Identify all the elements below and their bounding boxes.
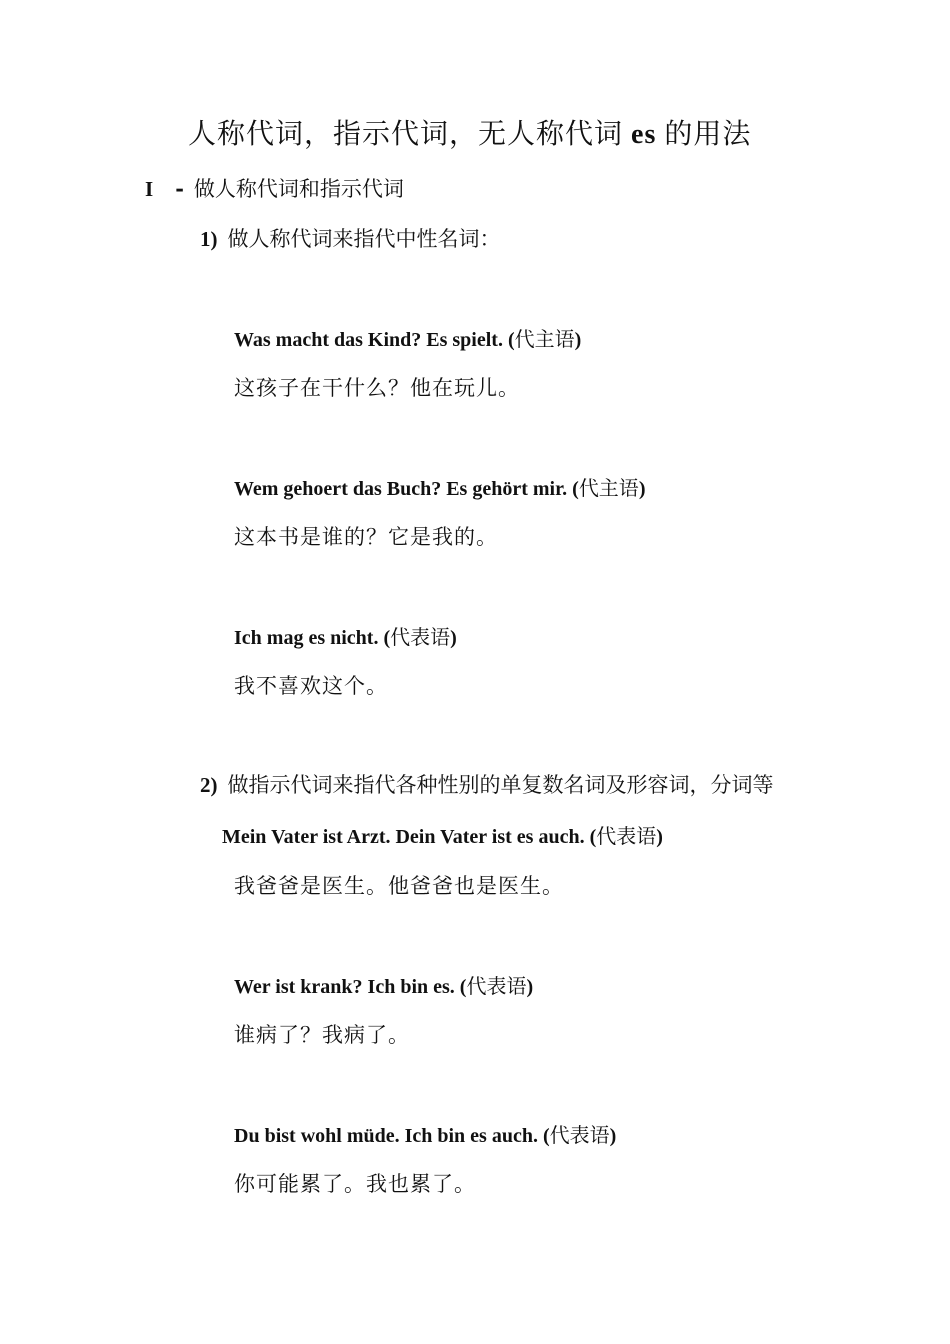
subsection-2-heading — [200, 769, 774, 799]
example-german-text: Du bist wohl müde. Ich bin es auch. — [234, 1125, 538, 1147]
subsection-1-number: 1) — [200, 227, 218, 251]
example-note: 代表语 — [390, 625, 451, 649]
example-note: 代主语 — [514, 327, 575, 351]
example-4-chinese: 我爸爸是医生。他爸爸也是医生。 — [234, 874, 564, 898]
example-german-text: Wer ist krank? Ich bin es. — [234, 976, 455, 998]
example-4-german: Mein Vater ist Arzt. Dein Vater ist es auch. (代表语) — [222, 824, 663, 848]
subsection-1-heading — [200, 223, 501, 253]
example-german-text: Mein Vater ist Arzt. Dein Vater ist es auch. — [222, 826, 585, 848]
title-before: 人称代词，指示代词，无人称代词 — [188, 117, 624, 150]
example-2-german: Wem gehoert das Buch? Es gehört mir. (代主语) — [234, 476, 646, 500]
subsection-2-text: 做指示代词来指代各种性别的单复数名词及形容词，分词等 — [227, 773, 774, 797]
example-5-german: Wer ist krank? Ich bin es. (代表语) — [234, 974, 534, 998]
example-5-chinese: 谁病了？我病了。 — [234, 1023, 410, 1047]
example-2-chinese: 这本书是谁的？它是我的。 — [234, 525, 498, 549]
section-1-text: 做人称代词和指示代词 — [193, 177, 404, 201]
example-note: 代表语 — [596, 824, 657, 848]
example-1-chinese: 这孩子在干什么？他在玩儿。 — [234, 376, 520, 400]
example-6-chinese: 你可能累了。我也累了。 — [234, 1172, 476, 1196]
example-german-text: Ich mag es nicht. — [234, 627, 379, 649]
example-note: 代主语 — [578, 476, 639, 500]
subsection-2-number: 2) — [200, 773, 218, 797]
example-german-text: Was macht das Kind? Es spielt. — [234, 329, 503, 351]
page-title — [188, 112, 751, 152]
example-3-german: Ich mag es nicht. (代表语) — [234, 625, 457, 649]
example-1-german: Was macht das Kind? Es spielt. (代主语) — [234, 327, 582, 351]
title-latin: es — [631, 119, 657, 150]
example-3-chinese: 我不喜欢这个。 — [234, 674, 388, 698]
example-german-text: Wem gehoert das Buch? Es gehört mir. — [234, 478, 568, 500]
section-1-dash: - — [175, 176, 184, 201]
section-1-number: I — [145, 177, 154, 201]
example-note: 代表语 — [549, 1123, 610, 1147]
title-after: 的用法 — [664, 117, 752, 150]
example-note: 代表语 — [466, 974, 527, 998]
example-6-german: Du bist wohl müde. Ich bin es auch. (代表语) — [234, 1123, 617, 1147]
section-1-heading — [145, 173, 404, 203]
subsection-1-text: 做人称代词来指代中性名词： — [227, 227, 501, 251]
